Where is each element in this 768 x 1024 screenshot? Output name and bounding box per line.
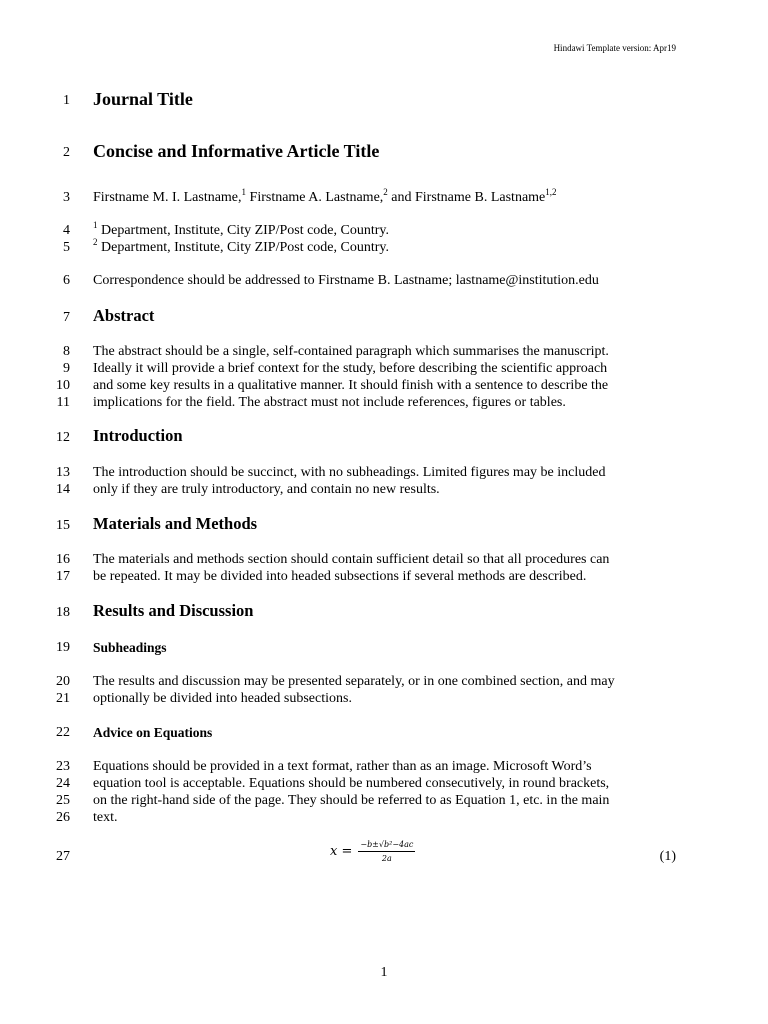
- page-number: 1: [380, 965, 388, 980]
- line-number: 20: [56, 674, 70, 689]
- line-number: 13: [56, 465, 70, 480]
- line-number: 24: [56, 776, 70, 791]
- line-number: 3: [63, 190, 70, 205]
- line-number: 2: [63, 145, 70, 160]
- introduction-line: The introduction should be succinct, with no subheadings. Limited figures may be included: [93, 465, 606, 480]
- affiliation-1-marker: 1: [93, 220, 98, 230]
- affiliation-2-text: Department, Institute, City ZIP/Post code, Country.: [97, 240, 390, 255]
- affiliation-1-text: Department, Institute, City ZIP/Post code, Country.: [97, 223, 390, 238]
- author-2: Firstname A. Lastname,: [246, 190, 384, 205]
- affiliation-1: [93, 222, 389, 239]
- line-number: 5: [63, 240, 70, 255]
- equation-lhs: x =: [330, 844, 353, 859]
- abstract-line: Ideally it will provide a brief context for the study, before describing the scientific approach: [93, 361, 608, 376]
- correspondence: Correspondence should be addressed to Firstname B. Lastname; lastname@institution.edu: [93, 273, 599, 288]
- abstract-line: implications for the field. The abstract must not include references, figures or tables.: [93, 395, 566, 410]
- results-line: optionally be divided into headed subsections.: [93, 691, 352, 706]
- affiliation-2: [93, 239, 389, 256]
- equations-advice-line: equation tool is acceptable. Equations should be numbered consecutively, in round brackets,: [93, 776, 610, 791]
- author-1: Firstname M. I. Lastname,: [93, 190, 242, 205]
- results-line: The results and discussion may be presented separately, or in one combined section, and may: [93, 674, 615, 689]
- line-number: 21: [56, 691, 70, 706]
- methods-heading: Materials and Methods: [93, 514, 258, 533]
- line-number: 26: [56, 810, 70, 825]
- author-1-affiliation: 1: [241, 187, 247, 197]
- equation-denominator: 2a: [381, 854, 392, 863]
- line-number: 16: [56, 552, 70, 567]
- affiliation-2-marker: 2: [93, 237, 98, 247]
- methods-line: The materials and methods section should contain sufficient detail so that all procedures can: [93, 552, 610, 567]
- introduction-heading: Introduction: [93, 426, 183, 445]
- equations-advice-line: Equations should be provided in a text format, rather than as an image. Microsoft Word’s: [93, 759, 592, 774]
- template-version-note: Hindawi Template version: Apr19: [553, 43, 676, 53]
- equation-numerator: −b±√b²−4ac: [358, 840, 415, 852]
- quadratic-equation: [330, 840, 415, 863]
- line-number: 27: [56, 849, 70, 864]
- line-number: 9: [63, 361, 70, 376]
- equation-fraction: [358, 840, 415, 863]
- subheading-subheadings: Subheadings: [93, 640, 167, 655]
- line-number: 14: [56, 482, 70, 497]
- equations-advice-line: text.: [93, 810, 118, 825]
- methods-line: be repeated. It may be divided into headed subsections if several methods are described.: [93, 569, 587, 584]
- line-number: 19: [56, 640, 70, 655]
- line-number: 17: [56, 569, 70, 584]
- line-number: 22: [56, 725, 70, 740]
- equations-advice-line: on the right-hand side of the page. They should be referred to as Equation 1, etc. in the main: [93, 793, 610, 808]
- author-3: and Firstname B. Lastname: [387, 190, 546, 205]
- line-number: 23: [56, 759, 70, 774]
- line-number: 11: [56, 395, 70, 410]
- line-number: 1: [63, 93, 70, 108]
- line-number: 10: [56, 378, 70, 393]
- line-number: 7: [63, 310, 70, 325]
- author-2-affiliation: 2: [383, 187, 388, 197]
- author-3-affiliation: 1,2: [545, 187, 557, 197]
- subheading-advice-on-equations: Advice on Equations: [93, 725, 213, 740]
- article-title: Concise and Informative Article Title: [93, 141, 380, 161]
- line-number: 12: [56, 430, 70, 445]
- abstract-heading: Abstract: [93, 306, 155, 325]
- line-number: 4: [63, 223, 70, 238]
- results-heading: Results and Discussion: [93, 601, 254, 620]
- equation-number: (1): [659, 849, 676, 864]
- line-number: 18: [56, 605, 70, 620]
- line-number: 8: [63, 344, 70, 359]
- line-number: 15: [56, 518, 70, 533]
- abstract-line: and some key results in a qualitative manner. It should finish with a sentence to describe the: [93, 378, 609, 393]
- journal-title: Journal Title: [93, 89, 193, 109]
- line-number: 25: [56, 793, 70, 808]
- author-list: [93, 189, 557, 206]
- line-number: 6: [63, 273, 70, 288]
- introduction-line: only if they are truly introductory, and contain no new results.: [93, 482, 440, 497]
- abstract-line: The abstract should be a single, self-contained paragraph which summarises the manuscript.: [93, 344, 609, 359]
